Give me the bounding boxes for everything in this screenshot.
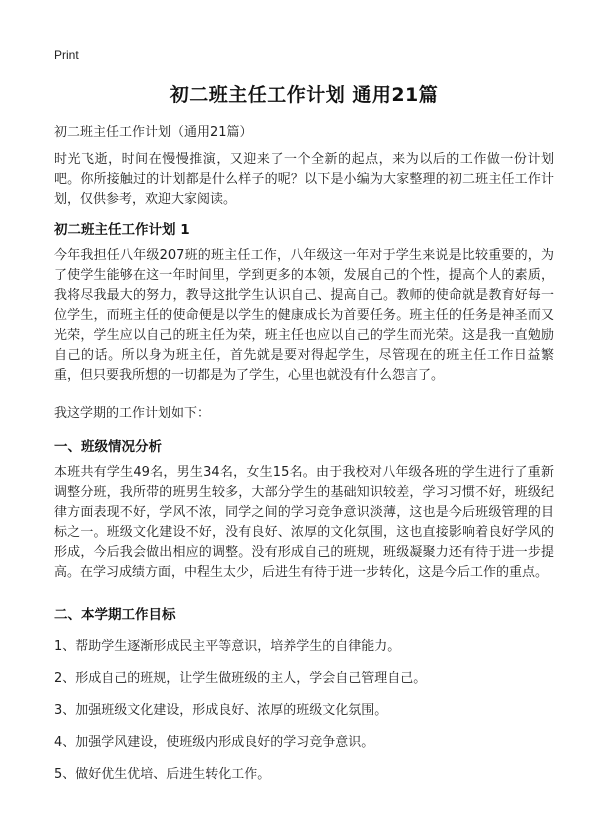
page-title: 初二班主任工作计划 通用21篇 <box>169 84 439 106</box>
print-link[interactable]: Print <box>54 48 79 62</box>
goal-item: 5、做好优生优培、后进生转化工作。 <box>54 767 271 782</box>
section-heading-plan-1: 初二班主任工作计划 1 <box>54 222 190 238</box>
goal-item: 1、帮助学生逐渐形成民主平等意识，培养学生的自律能力。 <box>54 639 401 654</box>
document-subtitle: 初二班主任工作计划（通用21篇） <box>54 125 253 140</box>
goal-item: 3、加强班级文化建设，形成良好、浓厚的班级文化氛围。 <box>54 703 388 718</box>
goal-item: 2、形成自己的班规，让学生做班级的主人，学会自己管理自己。 <box>54 671 427 686</box>
section-1-paragraph: 今年我担任八年级207班的班主任工作，八年级这一年对于学生来说是比较重要的，为了使学生能够在这一年时间里，学到更多的本领，发展自己的个性，提高个人的素质，我将尽我最大的努力，教导这批学生认识自己、提高自己。教师的使命就是教育好每一位学生，而班主任的使命便是以学生的健康成长为首要任务。班主任的任务是神圣而又光荣，学生应以自己的班主任为荣，班主任也应以自己的学生而光荣。这是我一直勉励自己的话。所以身为班主任，首先就是要对得起学生，尽管现在的班主任工作日益繁重，但只要我所想的一切都是为了学生，心里也就没有什么怨言了。 <box>54 248 554 383</box>
section-heading-goals: 二、本学期工作目标 <box>54 607 176 623</box>
class-analysis-paragraph: 本班共有学生49名，男生34名，女生15名。由于我校对八年级各班的学生进行了重新调整分班，我所带的班男生较多，大部分学生的基础知识较差，学习习惯不好，班级纪律方面表现不好，学风不浓，同学之间的学习竞争意识淡薄，这也是今后班级管理的目标之一。班级文化建设不好，没有良好、浓厚的文化氛围，这也直接影响着良好学风的形成，今后我会做出相应的调整。没有形成自己的班规，班级凝聚力还有待于进一步提高。在学习成绩方面，中程生太少，后进生有待于进一步转化，这是今后工作的重点。 <box>54 465 554 580</box>
plan-intro-paragraph: 我这学期的工作计划如下： <box>54 406 211 421</box>
intro-paragraph: 时光飞逝，时间在慢慢推演，又迎来了一个全新的起点，来为以后的工作做一份计划吧。你所接触过的计划都是什么样子的呢？以下是小编为大家整理的初二班主任工作计划，仅供参考，欢迎大家阅读。 <box>54 152 554 207</box>
section-heading-class-analysis: 一、班级情况分析 <box>54 439 162 455</box>
goal-item: 4、加强学风建设，使班级内形成良好的学习竞争意识。 <box>54 735 375 750</box>
